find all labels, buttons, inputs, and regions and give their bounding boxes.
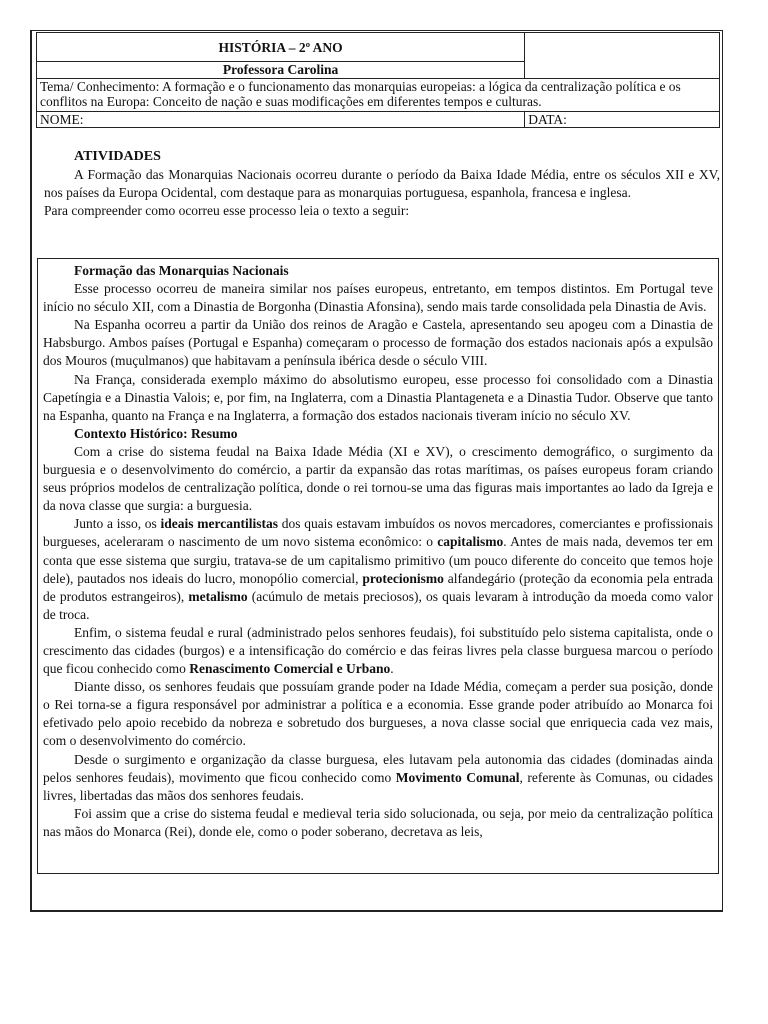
term-capitalism: capitalismo bbox=[437, 534, 504, 550]
name-label: NOME: bbox=[40, 112, 84, 127]
paragraph-8: Desde o surgimento e organização da classe burguesa, eles lutavam pela autonomia das cidades (dominadas ainda pelos senhores feudais), movimento que ficou conhecido como Movimento Comunal, referente às Comunas, ou cidades livres, libertadas das mãos dos senhores feudais. bbox=[43, 751, 713, 803]
term-renaissance: Renascimento Comercial e Urbano bbox=[189, 661, 391, 677]
term-communal-movement: Movimento Comunal bbox=[395, 769, 520, 785]
paragraph-4: Com a crise do sistema feudal na Baixa Idade Média (XI e XV), o crescimento demográfico, o surgimento da burguesia e o desenvolvimento do comércio, a partir da expansão das rotas marítimas, os países europeus foram criando seus próprios modelos de centralização política, donde o rei tornou-se uma das figuras mais importantes ao lado da Igreja e da nova classe que surgia: a burguesia. bbox=[43, 443, 713, 514]
date-label: DATA: bbox=[528, 112, 567, 127]
subject-title: HISTÓRIA – 2º ANO bbox=[37, 33, 525, 62]
intro-instruction: Para compreender como ocorreu esse processo leia o texto a seguir: bbox=[44, 203, 410, 218]
paragraph-2: Na Espanha ocorreu a partir da União dos reinos de Aragão e Castela, apresentando seu apogeu com a Dinastia de Habsburgo. Ambos países (Portugal e Espanha) começaram o processo de formação dos estados nacionais após a expulsão dos Mouros (muçulmanos) que habitavam a península ibérica desde o século VIII. bbox=[43, 317, 713, 369]
header-table bbox=[36, 32, 720, 128]
paragraph-5: Junto a isso, os ideais mercantilistas dos quais estavam imbuídos os novos mercadores, comerciantes e profissionais burgueses, aceleraram o nascimento de um novo sistema econômico: o capitalismo. Antes de mais nada, devemos ter em conta que esse sistema que surgiu, tratava-se de um capitalismo primitivo (um pouco diferente do conceito que temos hoje dele), pautados nos ideais do lucro, monopólio comercial, protecionismo alfandegário (proteção da economia pela entrada de produtos estrangeiros), metalismo (acúmulo de metais preciosos), os quais levaram à introdução da moeda como valor de troca. bbox=[43, 516, 714, 622]
intro-paragraph: A Formação das Monarquias Nacionais ocorreu durante o período da Baixa Idade Média, entre os séculos XII e XV, nos países da Europa Ocidental, com destaque para as monarquias portuguesa, espanhola, francesa e inglesa. bbox=[44, 167, 720, 200]
term-protectionism: protecionismo bbox=[362, 570, 444, 586]
paragraph-3: Na França, considerada exemplo máximo do absolutismo europeu, esse processo foi consolidado com a Dinastia Capetíngia e a Dinastia Valois; e, por fim, na Inglaterra, com a Dinastia Plantageneta e a Dinastia Tudor. Observe que tanto na Espanha, quanto na França e na Inglaterra, a formação dos estados nacionais tiveram início no século XV. bbox=[43, 371, 713, 423]
paragraph-9: Foi assim que a crise do sistema feudal e medieval teria sido solucionada, ou seja, por meio da centralização política nas mãos do Monarca (Rei), donde ele, como o poder soberano, decretava as leis, bbox=[43, 805, 713, 839]
activities-heading: ATIVIDADES bbox=[74, 149, 161, 164]
date-field[interactable] bbox=[525, 112, 720, 128]
text-title: Formação das Monarquias Nacionais bbox=[74, 263, 289, 278]
name-field[interactable] bbox=[37, 112, 525, 128]
reading-text-box bbox=[37, 258, 719, 874]
paragraph-1: Esse processo ocorreu de maneira similar nos países europeus, entretanto, em tempos distintos. Em Portugal teve início no século XII, com a Dinastia de Borgonha (Dinastia Afonsina), sendo mais tarde consolidada pela Dinastia de Avis. bbox=[43, 281, 713, 315]
term-metalism: metalismo bbox=[188, 588, 248, 604]
paragraph-6: Enfim, o sistema feudal e rural (administrado pelos senhores feudais), foi substituído pelo sistema capitalista, onde o crescimento das cidades (burgos) e a intensificação do comércio e das feiras livres pela classe burguesa marcou o período que ficou conhecido como Renascimento Comercial e Urbano. bbox=[43, 624, 713, 677]
intro-section bbox=[44, 148, 720, 220]
header-blank-cell bbox=[525, 33, 720, 79]
text-subtitle: Contexto Histórico: Resumo bbox=[74, 425, 238, 441]
teacher-name: Professora Carolina bbox=[37, 62, 525, 79]
term-mercantilist: ideais mercantilistas bbox=[160, 516, 278, 532]
paragraph-7: Diante disso, os senhores feudais que possuíam grande poder na Idade Média, começam a perder sua posição, donde o Rei torna-se a figura responsável por administrar a política e a economia. Esse grande poder atribuído ao Monarca foi efetivado pelo apoio recebido da nobreza e sobretudo dos burgueses, a nova classe social que enriquecia cada vez mais, com o desenvolvimento do comércio. bbox=[43, 679, 713, 749]
theme-text: Tema/ Conhecimento: A formação e o funcionamento das monarquias europeias: a lógica da centralização política e os conflitos na Europa: Conceito de nação e suas modificações em diferentes tempos e culturas. bbox=[37, 79, 720, 112]
